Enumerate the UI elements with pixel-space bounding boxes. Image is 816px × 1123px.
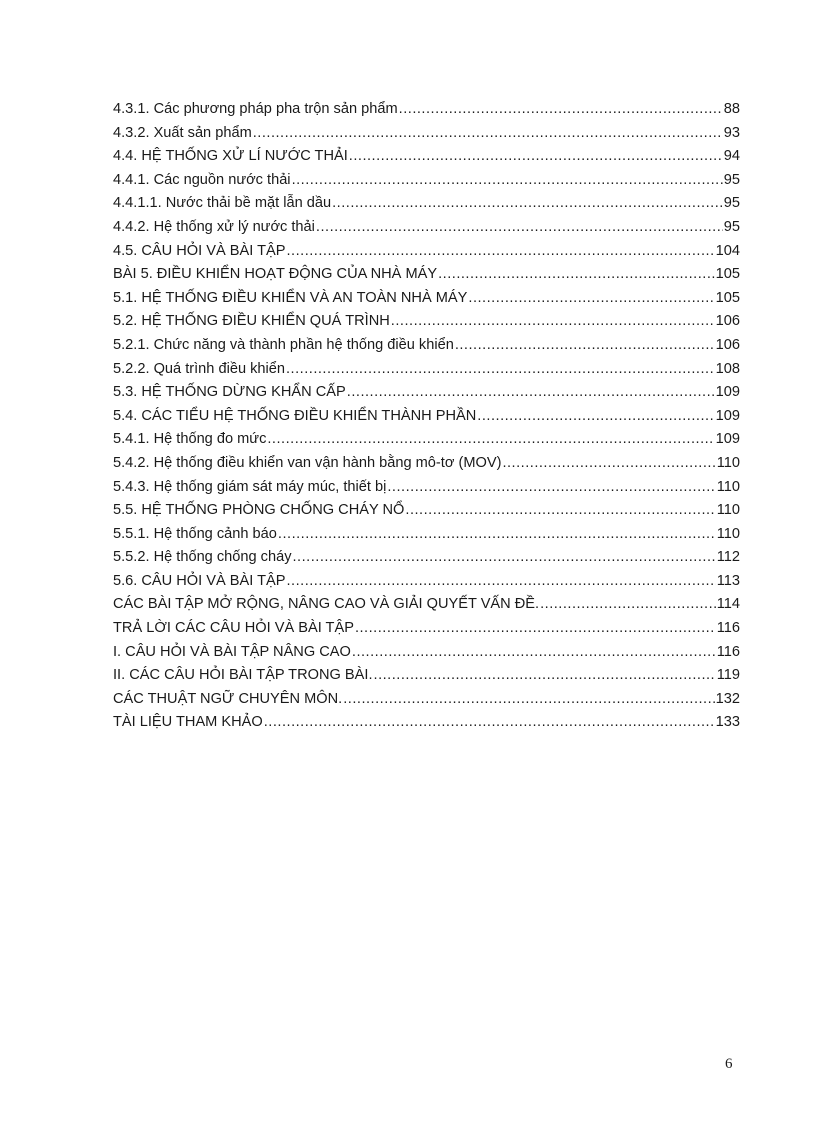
toc-leader-dots [405, 499, 715, 523]
toc-leader-dots [343, 688, 714, 712]
toc-entry-page: 109 [715, 407, 740, 424]
toc-entry[interactable] [113, 169, 740, 193]
toc-entry-title: 5.4.3. Hệ thống giám sát máy múc, thiết bị [113, 478, 387, 495]
toc-leader-dots [332, 192, 723, 216]
toc-entry-title: CÁC THUẬT NGỮ CHUYÊN MÔN. [113, 690, 343, 707]
toc-entry-page: 104 [715, 242, 740, 259]
toc-entry-page: 116 [716, 643, 740, 660]
toc-entry[interactable] [113, 145, 740, 169]
toc-entry-title: II. CÁC CÂU HỎI BÀI TẬP TRONG BÀI. [113, 667, 373, 684]
toc-entry-title: 5.5.2. Hệ thống chống cháy [113, 549, 292, 566]
toc-leader-dots [391, 310, 715, 334]
toc-entry[interactable] [113, 381, 740, 405]
toc-leader-dots [455, 334, 715, 358]
toc-leader-dots [286, 570, 715, 594]
toc-entry[interactable] [113, 593, 740, 617]
toc-entry[interactable] [113, 476, 740, 500]
page-number: 6 [725, 1056, 733, 1072]
toc-entry-page: 132 [715, 690, 740, 707]
toc-entry-page: 109 [715, 384, 740, 401]
toc-entry-page: 105 [715, 266, 740, 283]
toc-entry-title: 5.4.1. Hệ thống đo mức [113, 431, 267, 448]
toc-entry-title: 5.2. HỆ THỐNG ĐIỀU KHIỂN QUÁ TRÌNH [113, 313, 390, 330]
toc-entry-page: 109 [715, 431, 740, 448]
toc-entry-title: CÁC BÀI TẬP MỞ RỘNG, NÂNG CAO VÀ GIẢI QUYẾT VẤN ĐỀ. [113, 596, 540, 613]
toc-entry-page: 95 [723, 218, 740, 235]
toc-entry[interactable] [113, 499, 740, 523]
toc-entry-title: I. CÂU HỎI VÀ BÀI TẬP NÂNG CAO [113, 643, 351, 660]
toc-entry[interactable] [113, 546, 740, 570]
toc-entry-title: 5.2.1. Chức năng và thành phần hệ thống điều khiển [113, 336, 454, 353]
toc-entry[interactable] [113, 570, 740, 594]
toc-entry-page: 110 [716, 525, 740, 542]
toc-entry-page: 95 [723, 195, 740, 212]
toc-leader-dots [399, 98, 723, 122]
toc-leader-dots [253, 122, 723, 146]
toc-entry-title: 4.4.2. Hệ thống xử lý nước thải [113, 218, 315, 235]
toc-entry-page: 116 [716, 620, 740, 637]
toc-entry[interactable] [113, 216, 740, 240]
toc-entry[interactable] [113, 98, 740, 122]
toc-entry-title: 5.4.2. Hệ thống điều khiển van vận hành bằng mô-tơ (MOV) [113, 454, 502, 471]
toc-entry[interactable] [113, 192, 740, 216]
toc-entry[interactable] [113, 122, 740, 146]
toc-entry[interactable] [113, 617, 740, 641]
toc-leader-dots [477, 405, 714, 429]
toc-entry-title: 5.5.1. Hệ thống cảnh báo [113, 525, 277, 542]
toc-entry-title: BÀI 5. ĐIỀU KHIỂN HOẠT ĐỘNG CỦA NHÀ MÁY [113, 266, 438, 283]
toc-entry[interactable] [113, 358, 740, 382]
toc-entry-title: TRẢ LỜI CÁC CÂU HỎI VÀ BÀI TẬP [113, 620, 354, 637]
toc-entry[interactable] [113, 452, 740, 476]
toc-leader-dots [349, 145, 723, 169]
toc-entry-page: 133 [715, 714, 740, 731]
toc-entry-title: 4.4.1. Các nguồn nước thải [113, 171, 291, 188]
toc-entry-title: 5.4. CÁC TIỂU HỆ THỐNG ĐIỀU KHIỂN THÀNH PHẦN [113, 407, 477, 424]
toc-entry-page: 112 [716, 549, 740, 566]
toc-entry[interactable] [113, 287, 740, 311]
toc-entry-title: 4.5. CÂU HỎI VÀ BÀI TẬP [113, 242, 286, 259]
toc-leader-dots [468, 287, 714, 311]
toc-entry-title: 4.3.1. Các phương pháp pha trộn sản phẩm [113, 101, 398, 117]
toc-entry-title: 4.4. HỆ THỐNG XỬ LÍ NƯỚC THẢI [113, 148, 348, 165]
toc-entry[interactable] [113, 523, 740, 547]
toc-leader-dots [374, 664, 716, 688]
toc-entry-page: 88 [723, 101, 740, 117]
toc-entry[interactable] [113, 334, 740, 358]
toc-entry-page: 110 [716, 454, 740, 471]
toc-leader-dots [292, 169, 723, 193]
toc-entry-page: 105 [715, 289, 740, 306]
toc-leader-dots [286, 240, 714, 264]
toc-leader-dots [352, 641, 716, 665]
toc-entry[interactable] [113, 664, 740, 688]
toc-entry-page: 106 [715, 313, 740, 330]
toc-entry-page: 110 [716, 478, 740, 495]
toc-leader-dots [438, 263, 715, 287]
toc-leader-dots [278, 523, 716, 547]
toc-entry[interactable] [113, 711, 740, 735]
toc-entry-page: 114 [716, 596, 740, 613]
toc-leader-dots [316, 216, 723, 240]
toc-entry-page: 110 [716, 502, 740, 519]
toc-leader-dots [267, 428, 714, 452]
toc-entry-title: 5.2.2. Quá trình điều khiển [113, 360, 285, 377]
toc-leader-dots [387, 476, 715, 500]
toc-leader-dots [347, 381, 715, 405]
toc-leader-dots [293, 546, 716, 570]
toc-entry[interactable] [113, 405, 740, 429]
toc-leader-dots [264, 711, 715, 735]
toc-entry-title: 5.3. HỆ THỐNG DỪNG KHẨN CẤP [113, 384, 346, 401]
toc-entry[interactable] [113, 240, 740, 264]
toc-entry-page: 113 [716, 572, 740, 589]
toc-entry-page: 108 [715, 360, 740, 377]
toc-entry-title: 4.3.2. Xuất sản phẩm [113, 124, 252, 141]
toc-entry-page: 106 [715, 336, 740, 353]
toc-entry-page: 93 [723, 124, 740, 141]
toc-leader-dots [286, 358, 715, 382]
toc-entry[interactable] [113, 641, 740, 665]
toc-entry[interactable] [113, 310, 740, 334]
toc-entry-title: TÀI LIỆU THAM KHẢO [113, 714, 263, 731]
toc-entry-title: 5.1. HỆ THỐNG ĐIỀU KHIỂN VÀ AN TOÀN NHÀ MÁY [113, 289, 468, 306]
toc-entry-title: 4.4.1.1. Nước thải bề mặt lẫn dầu [113, 195, 332, 212]
toc-entry-page: 95 [723, 171, 740, 188]
toc-entry[interactable] [113, 428, 740, 452]
toc-entry[interactable] [113, 688, 740, 712]
toc-leader-dots [540, 593, 716, 617]
toc-entry-page: 119 [716, 667, 740, 684]
toc-leader-dots [355, 617, 716, 641]
toc-entry-title: 5.6. CÂU HỎI VÀ BÀI TẬP [113, 572, 286, 589]
toc-entry-title: 5.5. HỆ THỐNG PHÒNG CHỐNG CHÁY NỔ [113, 502, 405, 519]
toc-leader-dots [502, 452, 715, 476]
toc-entry[interactable] [113, 263, 740, 287]
toc-entry-page: 94 [723, 148, 740, 165]
table-of-contents [113, 98, 740, 735]
